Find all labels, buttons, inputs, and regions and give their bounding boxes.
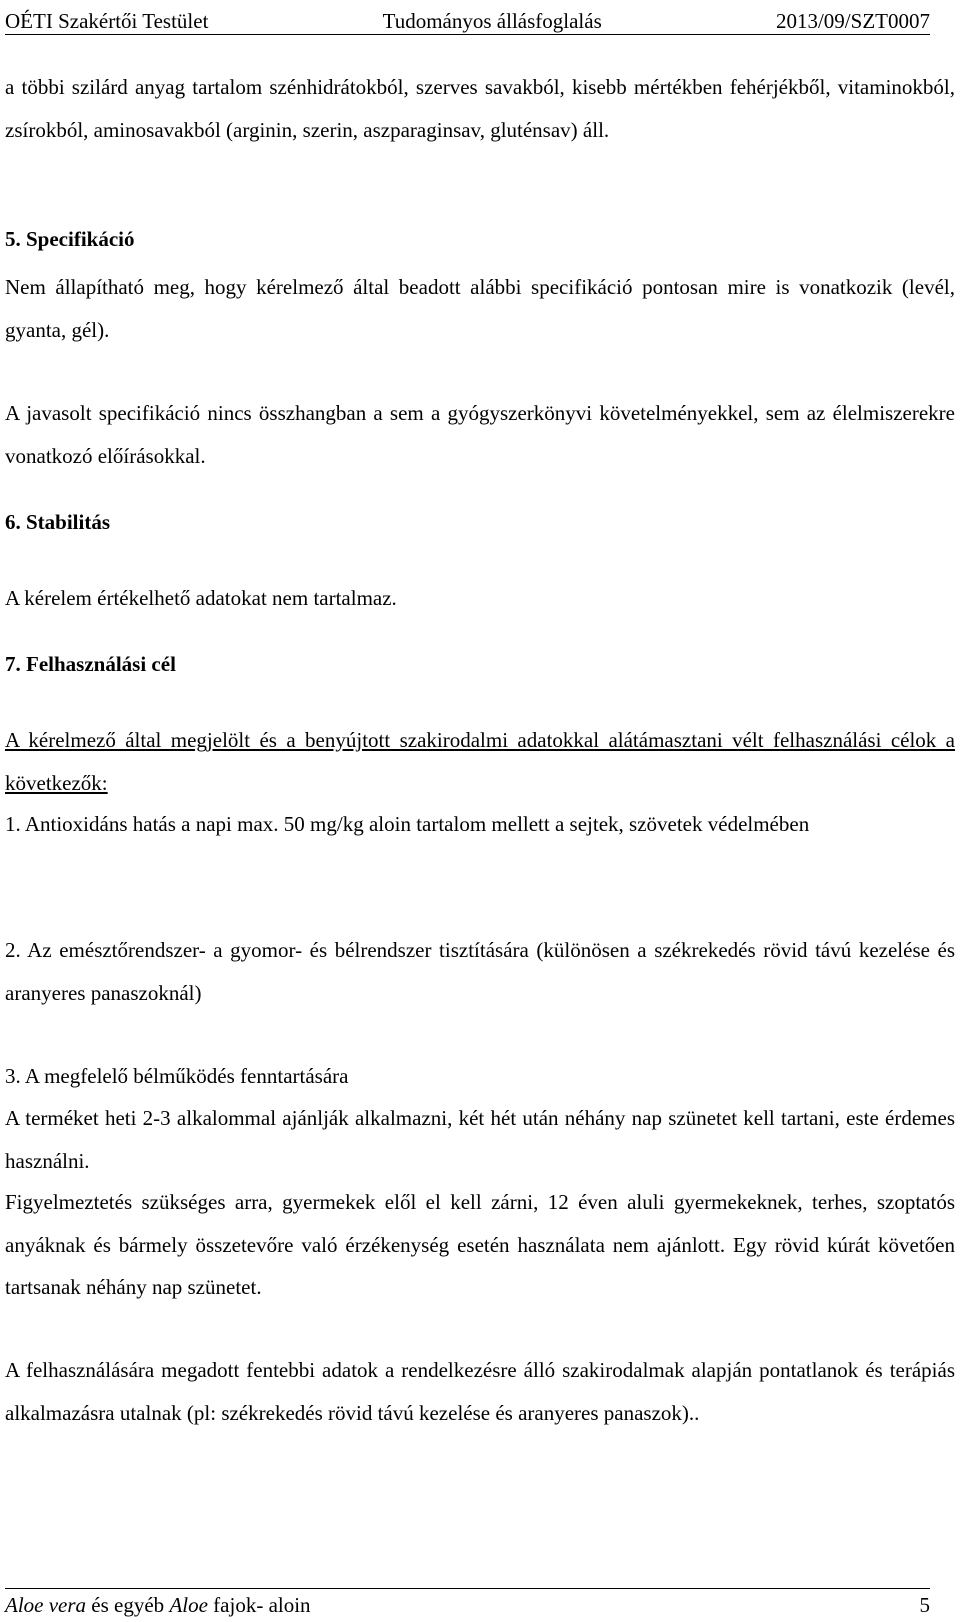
header-divider bbox=[5, 34, 930, 35]
section-6-heading: 6. Stabilitás bbox=[5, 510, 111, 534]
header-document-id: 2013/09/SZT0007 bbox=[775, 9, 930, 33]
header-institution: OÉTI Szakértői Testület bbox=[5, 9, 209, 33]
section-7-intro: A kérelmező által megjelölt és a benyújtott szakirodalmi adatokkal alátámasztani vélt felhasználási célok a következők: bbox=[5, 728, 955, 795]
section-6-paragraph: A kérelem értékelhető adatokat nem tartalmaz. bbox=[5, 586, 397, 610]
list-item-1: 1. Antioxidáns hatás a napi max. 50 mg/kg aloin tartalom mellett a sejtek, szövetek védelmében bbox=[5, 812, 810, 836]
conclusion-paragraph: A felhasználására megadott fentebbi adatok a rendelkezésre álló szakirodalmak alapján pontatlanok és terápiás alkalmazásra utalnak (pl: székrekedés rövid távú kezelése és aranyeres panaszok).. bbox=[5, 1358, 955, 1425]
warning-paragraph: Figyelmeztetés szükséges arra, gyermekek elől el kell zárni, 12 éven aluli gyermekeknek, terhes, szoptatós anyáknak és bármely összetevőre való érzékenység esetén használata nem ajánlott. Egy rövid kúrát követően tartsanak néhány nap szünetet. bbox=[5, 1190, 955, 1299]
page-header bbox=[5, 4, 930, 34]
intro-paragraph: a többi szilárd anyag tartalom szénhidrátokból, szerves savakból, kisebb mértékben fehérjékből, vitaminokból, zsírokból, aminosavakból (arginin, szerin, aszparaginsav, gluténsav) áll. bbox=[5, 75, 955, 142]
section-7-heading: 7. Felhasználási cél bbox=[5, 652, 176, 676]
section-5-paragraph-2: A javasolt specifikáció nincs összhangban a sem a gyógyszerkönyvi követelményekkel, sem az élelmiszerekre vonatkozó előírásokkal. bbox=[5, 401, 955, 468]
list-item-3: 3. A megfelelő bélműködés fenntartására bbox=[5, 1064, 349, 1088]
section-5-heading: 5. Specifikáció bbox=[5, 227, 135, 251]
footer-title-species: Aloe vera bbox=[5, 1593, 87, 1617]
section-5-paragraph-1: Nem állapítható meg, hogy kérelmező által beadott alábbi specifikáció pontosan mire is vonatkozik (levél, gyanta, gél). bbox=[5, 275, 955, 342]
page-number: 5 bbox=[919, 1593, 930, 1617]
list-item-2: 2. Az emésztőrendszer- a gyomor- és bélrendszer tisztítására (különösen a székrekedés rövid távú kezelése és aranyeres panaszoknál) bbox=[5, 938, 955, 1005]
usage-paragraph: A terméket heti 2-3 alkalommal ajánlják alkalmazni, két hét után néhány nap szünetet kell tartani, este érdemes használni. bbox=[5, 1106, 955, 1173]
footer-title bbox=[5, 1592, 311, 1618]
header-document-type: Tudományos állásfoglalás bbox=[382, 9, 602, 33]
footer-divider bbox=[5, 1588, 930, 1589]
footer-title-mid: és egyéb bbox=[86, 1593, 170, 1617]
page-footer bbox=[5, 1592, 930, 1618]
footer-title-end: fajok- aloin bbox=[207, 1593, 311, 1617]
footer-title-genus: Aloe bbox=[169, 1593, 208, 1617]
